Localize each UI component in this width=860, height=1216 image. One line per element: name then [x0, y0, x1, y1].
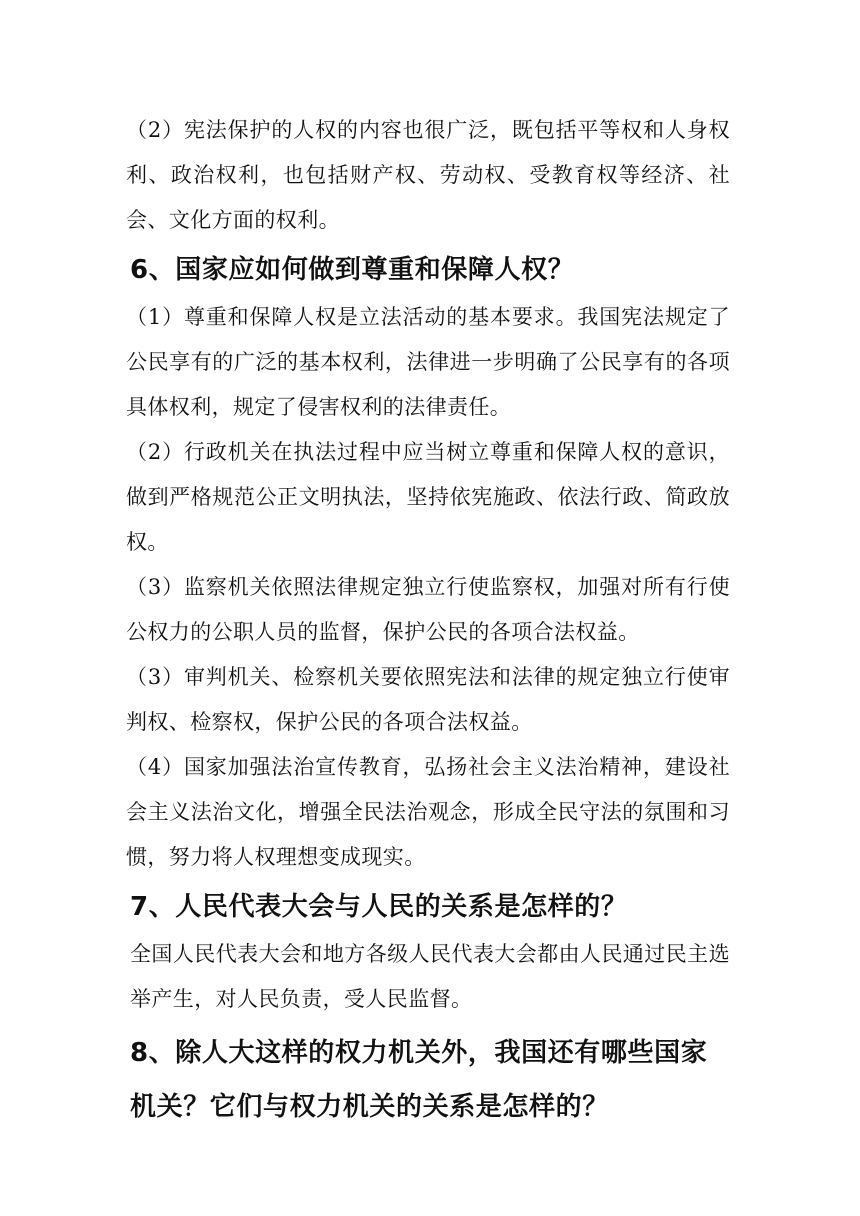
paragraph-judiciary: （3）审判机关、检察机关要依照宪法和法律的规定独立行使审判权、检察权，保护公民的各项合法权益。 [126, 665, 730, 734]
heading-question-8: 8、除人大这样的权力机关外，我国还有哪些国家机关？它们与权力机关的关系是怎样的？ [130, 1038, 708, 1122]
document-body [126, 108, 730, 1134]
paragraph-administration: （2）行政机关在执法过程中应当树立尊重和保障人权的意识，做到严格规范公正文明执法，坚持依宪施政、依法行政、简政放权。 [126, 440, 730, 554]
heading-question-6: 6、国家应如何做到尊重和保障人权？ [130, 255, 575, 285]
paragraph-legislation: （1）尊重和保障人权是立法活动的基本要求。我国宪法规定了公民享有的广泛的基本权利，法律进一步明确了公民享有的各项具体权利，规定了侵害权利的法律责任。 [126, 305, 730, 419]
paragraph-legal-education: （4）国家加强法治宣传教育，弘扬社会主义法治精神，建设社会主义法治文化，增强全民法治观念，形成全民守法的氛围和习惯，努力将人权理想变成现实。 [126, 755, 730, 869]
paragraph-congress-people: 全国人民代表大会和地方各级人民代表大会都由人民通过民主选举产生，对人民负责，受人民监督。 [130, 942, 730, 1011]
paragraph-supervision: （3）监察机关依照法律规定独立行使监察权，加强对所有行使公权力的公职人员的监督，保护公民的各项合法权益。 [126, 575, 730, 644]
heading-question-7: 7、人民代表大会与人民的关系是怎样的？ [130, 892, 628, 922]
paragraph-human-rights-scope: （2）宪法保护的人权的内容也很广泛，既包括平等权和人身权利、政治权利，也包括财产权、劳动权、受教育权等经济、社会、文化方面的权利。 [126, 118, 730, 232]
